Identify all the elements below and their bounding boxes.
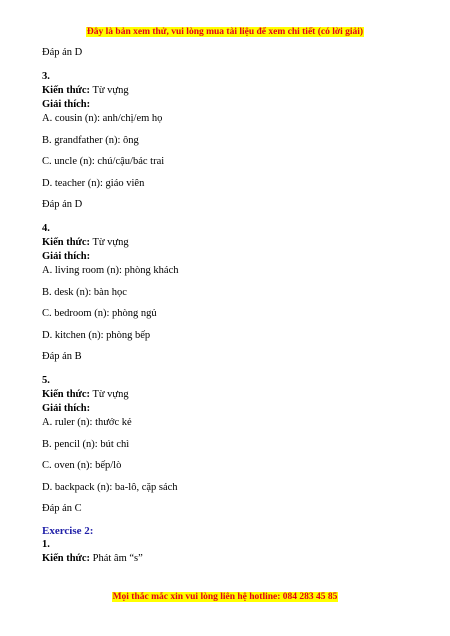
knowledge-line: [42, 84, 422, 98]
document-body: [42, 46, 422, 566]
option-b: B. grandfather (n): ông: [42, 134, 139, 146]
knowledge-topic: Từ vựng: [92, 237, 129, 248]
explanation-label: Giải thích:: [42, 403, 91, 414]
explanation-label: Giải thích:: [42, 99, 91, 110]
option-d: D. backpack (n): ba-lô, cặp sách: [42, 481, 178, 493]
exercise-title: Exercise 2:: [42, 524, 94, 537]
answer-line: Đáp án B: [42, 351, 82, 362]
hotline-banner: [0, 592, 450, 602]
explanation-label: Giải thích:: [42, 251, 91, 262]
answer-line: Đáp án D: [42, 199, 83, 210]
question-number: 4.: [42, 223, 50, 234]
answer-line: Đáp án D: [42, 47, 83, 58]
knowledge-line: [42, 388, 422, 402]
preview-banner-text: Đây là bản xem thử, vui lòng mua tài liệu để xem chi tiết (có lời giải): [86, 27, 364, 37]
question-block-4: [42, 222, 422, 364]
knowledge-topic: Từ vựng: [92, 85, 129, 96]
answer-line: Đáp án C: [42, 503, 82, 514]
option-b: B. pencil (n): bút chì: [42, 438, 130, 450]
exercise-block-2: [42, 524, 422, 566]
option-c: C. uncle (n): chú/cậu/bác trai: [42, 156, 165, 167]
preview-banner: [0, 27, 450, 37]
option-c: C. oven (n): bếp/lò: [42, 460, 122, 471]
question-number: 1.: [42, 538, 50, 550]
question-block-5: [42, 374, 422, 516]
knowledge-label: Kiến thức:: [42, 552, 91, 564]
knowledge-topic: Phát âm “s”: [92, 552, 143, 564]
knowledge-line: [42, 552, 422, 566]
question-number: 3.: [42, 71, 50, 82]
question-number: 5.: [42, 375, 50, 386]
option-c: C. bedroom (n): phòng ngủ: [42, 308, 157, 319]
option-a: A. ruler (n): thước kẻ: [42, 417, 132, 428]
hotline-banner-text: Mọi thắc mắc xin vui lòng liên hệ hotline: 084 283 45 85: [112, 592, 338, 602]
question-block-3: [42, 70, 422, 212]
knowledge-label: Kiến thức:: [42, 237, 91, 248]
knowledge-topic: Từ vựng: [92, 389, 129, 400]
knowledge-label: Kiến thức:: [42, 389, 91, 400]
option-d: D. kitchen (n): phòng bếp: [42, 329, 151, 341]
option-a: A. living room (n): phòng khách: [42, 265, 179, 276]
knowledge-label: Kiến thức:: [42, 85, 91, 96]
knowledge-line: [42, 236, 422, 250]
option-a: A. cousin (n): anh/chị/em họ: [42, 113, 163, 124]
option-b: B. desk (n): bàn học: [42, 286, 127, 298]
option-d: D. teacher (n): giáo viên: [42, 177, 145, 189]
